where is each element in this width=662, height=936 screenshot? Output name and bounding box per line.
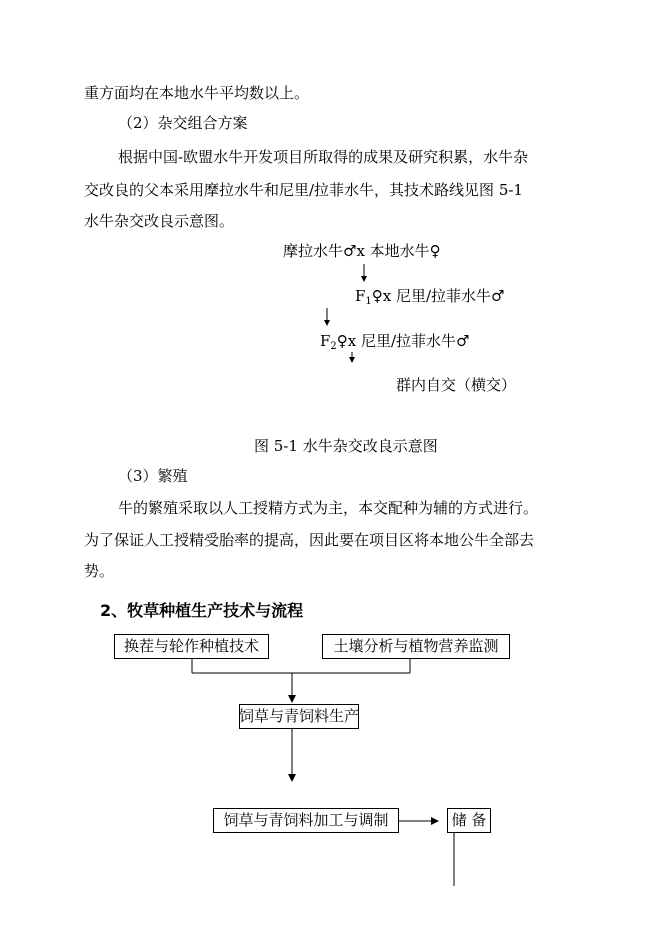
section-heading-forage: 2、牧草种植生产技术与流程 [100,601,304,620]
f2-letter: F [320,332,331,350]
cross-arrowhead-2 [324,320,330,326]
arrowhead-to-storage [431,817,439,825]
f1-rest: ♀x 尼里/拉菲水牛♂ [371,287,505,305]
arrowhead-to-processing [288,774,296,782]
cross-step-1: 摩拉水牛♂x 本地水牛♀ [283,242,441,260]
figure-caption: 图 5-1 水牛杂交改良示意图 [254,437,438,455]
flow-box-soil-analysis: 土壤分析与植物营养监测 [322,634,510,659]
section-heading-crossing: （2）杂交组合方案 [118,114,248,132]
f2-rest: ♀x 尼里/拉菲水牛♂ [336,332,470,350]
cross-arrowhead-1 [361,276,367,282]
section-heading-breeding: （3）繁殖 [118,467,188,485]
body-text-line: 牛的繁殖采取以人工授精方式为主，本交配种为辅的方式进行。 [118,499,539,517]
body-text-line: 交改良的父本采用摩拉水牛和尼里/拉菲水牛，其技术路线见图 5-1 [84,181,523,199]
flow-box-forage-processing: 饲草与青饲料加工与调制 [213,808,399,833]
f2-subscript: 2 [330,341,337,352]
body-text-line: 重方面均在本地水牛平均数以上。 [84,84,310,102]
cross-arrowhead-3 [349,357,355,363]
body-text-line: 根据中国-欧盟水牛开发项目所取得的成果及研究积累，水牛杂 [118,148,529,166]
body-text-line: 势。 [84,562,115,580]
flow-box-rotation: 换茬与轮作种植技术 [114,634,269,659]
body-text-line: 水牛杂交改良示意图。 [84,212,235,230]
flow-box-forage-production: 饲草与青饲料生产 [239,704,359,729]
f1-letter: F [355,287,366,305]
arrowhead-to-production [288,695,296,703]
f1-subscript: 1 [365,296,372,307]
flow-box-storage: 储 备 [447,808,491,833]
cross-final-step: 群内自交（横交） [396,376,517,394]
body-text-line: 为了保证人工授精受胎率的提高，因此要在项目区将本地公牛全部去 [84,531,535,549]
